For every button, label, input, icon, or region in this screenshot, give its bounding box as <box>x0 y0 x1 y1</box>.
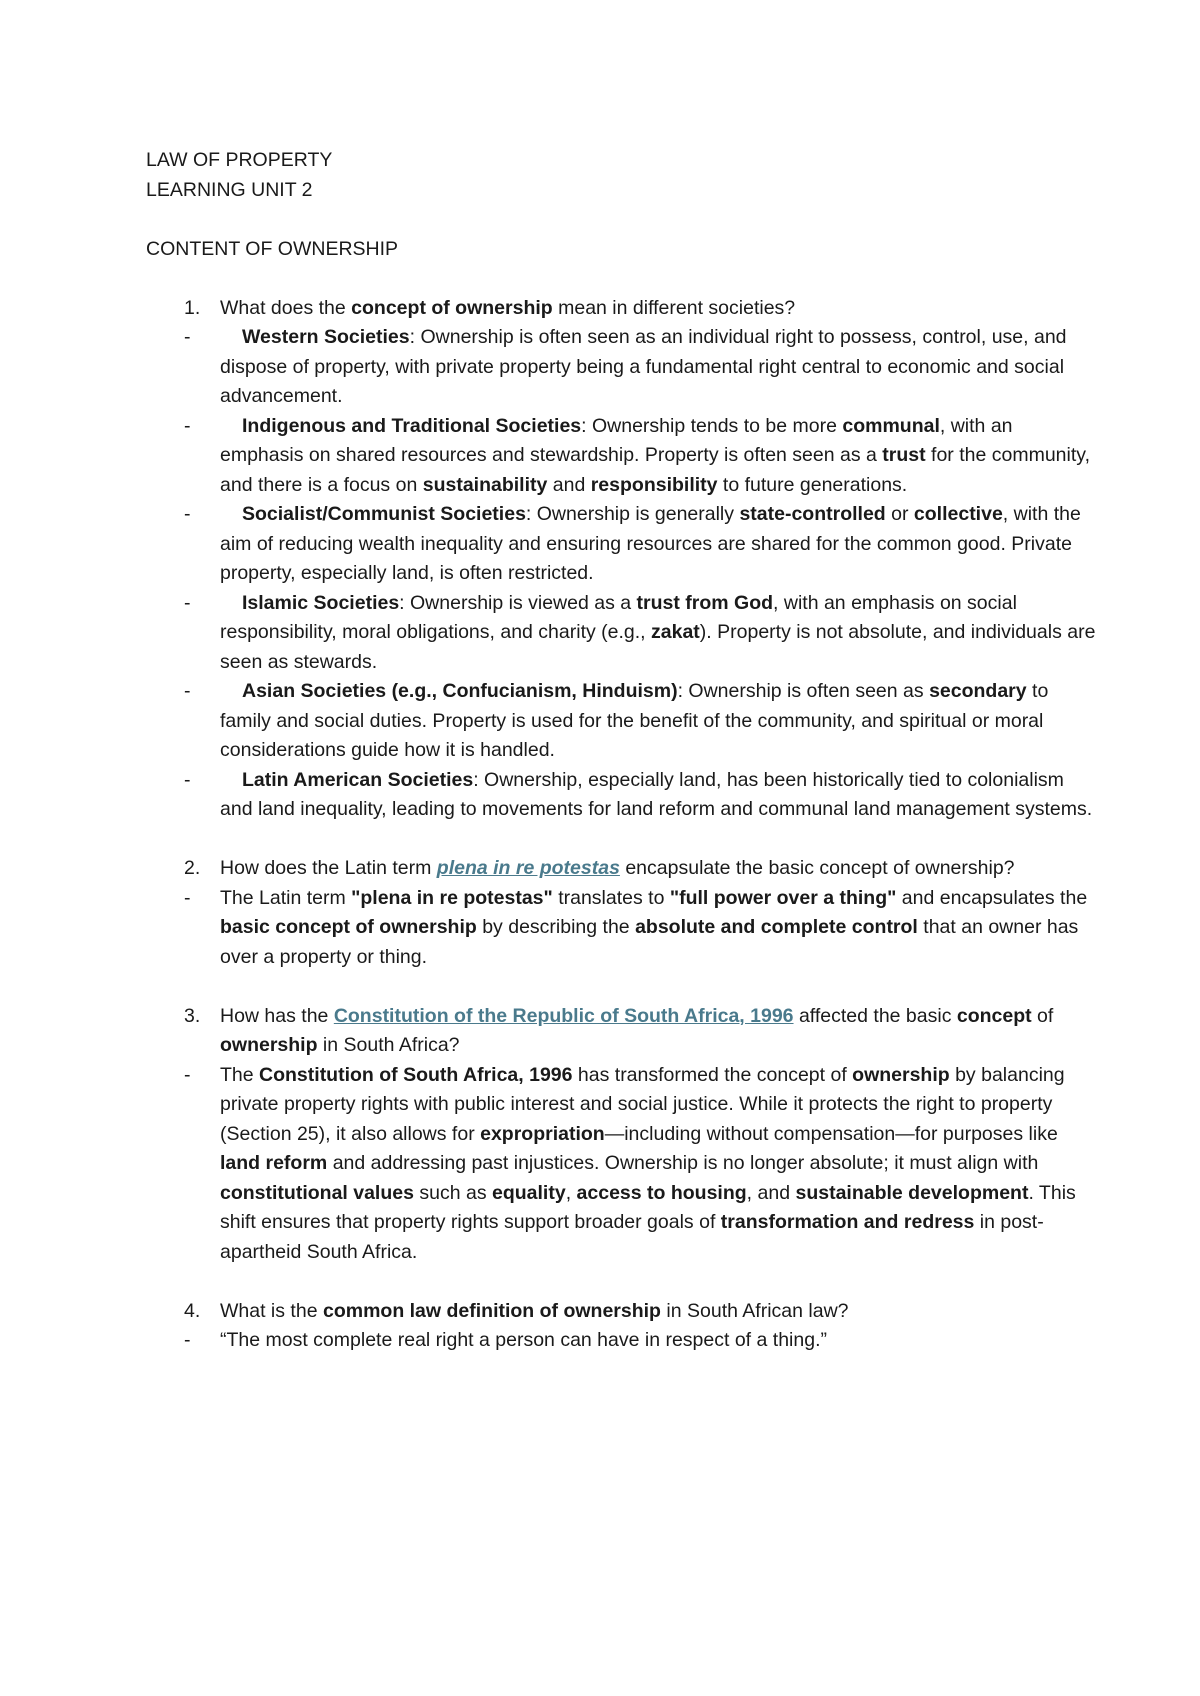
answer-q2: - The Latin term "plena in re potestas" translates to "full power over a thing" and encapsulates the basic concept of ownership by describing the absolute and complete control that an owner has over a property or thing. <box>146 884 1100 973</box>
answer-item-islamic: - Islamic Societies: Ownership is viewed as a trust from God, with an emphasis on social responsibility, moral obligations, and charity (e.g., zakat). Property is not absolute, and individuals are seen as stewards. <box>146 589 1100 678</box>
question-2: 2. How does the Latin term plena in re potestas encapsulate the basic concept of ownership? <box>146 854 1100 884</box>
link-plena-in-re-potestas[interactable]: plena in re potestas <box>436 857 620 879</box>
question-1: 1. What does the concept of ownership mean in different societies? <box>146 294 1100 324</box>
question-number: 2. <box>184 857 201 879</box>
bullet-dash: - <box>184 326 191 348</box>
spacer <box>146 264 1100 294</box>
question-number: 3. <box>184 1004 201 1027</box>
link-constitution[interactable]: Constitution of the Republic of South Africa, 1996 <box>333 1004 794 1027</box>
spacer <box>146 1267 1100 1297</box>
bullet-dash: - <box>184 414 191 437</box>
answer-item-asian: - Asian Societies (e.g., Confucianism, Hinduism): Ownership is often seen as secondary to family and social duties. Property is used for the benefit of the community, and spiritual or moral considerations guide how it is handled. <box>146 677 1100 766</box>
section-heading: CONTENT OF OWNERSHIP <box>146 237 399 260</box>
spacer <box>146 205 1100 235</box>
spacer <box>146 972 1100 1002</box>
doc-title: LAW OF PROPERTY <box>146 149 333 171</box>
answer-q3: - The Constitution of South Africa, 1996 has transformed the concept of ownership by balancing private property rights with public interest and social justice. While it protects the right to property (Section 25), it also allows for expropriation—including without compensation—for purposes like land reform and addressing past injustices. Ownership is no longer absolute; it must align with constitutional values such as equality, access to housing, and sustainable development. This shift ensures that property rights support broader goals of transformation and redress in post-apartheid South Africa. <box>146 1061 1100 1268</box>
answer-item-socialist: - Socialist/Communist Societies: Ownership is generally state-controlled or collective, with the aim of reducing wealth inequality and ensuring resources are shared for the common good. Private property, especially land, is often restricted. <box>146 500 1100 589</box>
bullet-dash: - <box>184 680 191 702</box>
bullet-dash: - <box>184 591 191 614</box>
question-3: 3. How has the Constitution of the Republic of South Africa, 1996 affected the basic concept of ownership in South Africa? <box>146 1002 1100 1061</box>
spacer <box>146 825 1100 855</box>
question-number: 4. <box>184 1299 201 1322</box>
bullet-dash: - <box>184 768 191 791</box>
answer-item-western: - Western Societies: Ownership is often seen as an individual right to possess, control, use, and dispose of property, with private property being a fundamental right central to economic and social advancement. <box>146 323 1100 412</box>
bullet-dash: - <box>184 503 191 525</box>
answer-q4: - “The most complete real right a person can have in respect of a thing.” <box>146 1326 1100 1356</box>
question-4: 4. What is the common law definition of ownership in South African law? <box>146 1297 1100 1327</box>
bullet-dash: - <box>184 1063 191 1086</box>
question-number: 1. <box>184 296 201 319</box>
answer-item-latin-american: - Latin American Societies: Ownership, especially land, has been historically tied to colonialism and land inequality, leading to movements for land reform and communal land management systems. <box>146 766 1100 825</box>
doc-subtitle: LEARNING UNIT 2 <box>146 178 313 201</box>
bullet-dash: - <box>184 886 191 909</box>
bullet-dash: - <box>184 1329 191 1351</box>
answer-item-indigenous: - Indigenous and Traditional Societies: Ownership tends to be more communal, with an emphasis on shared resources and stewardship. Property is often seen as a trust for the community, and there is a focus on sustainability and responsibility to future generations. <box>146 412 1100 501</box>
